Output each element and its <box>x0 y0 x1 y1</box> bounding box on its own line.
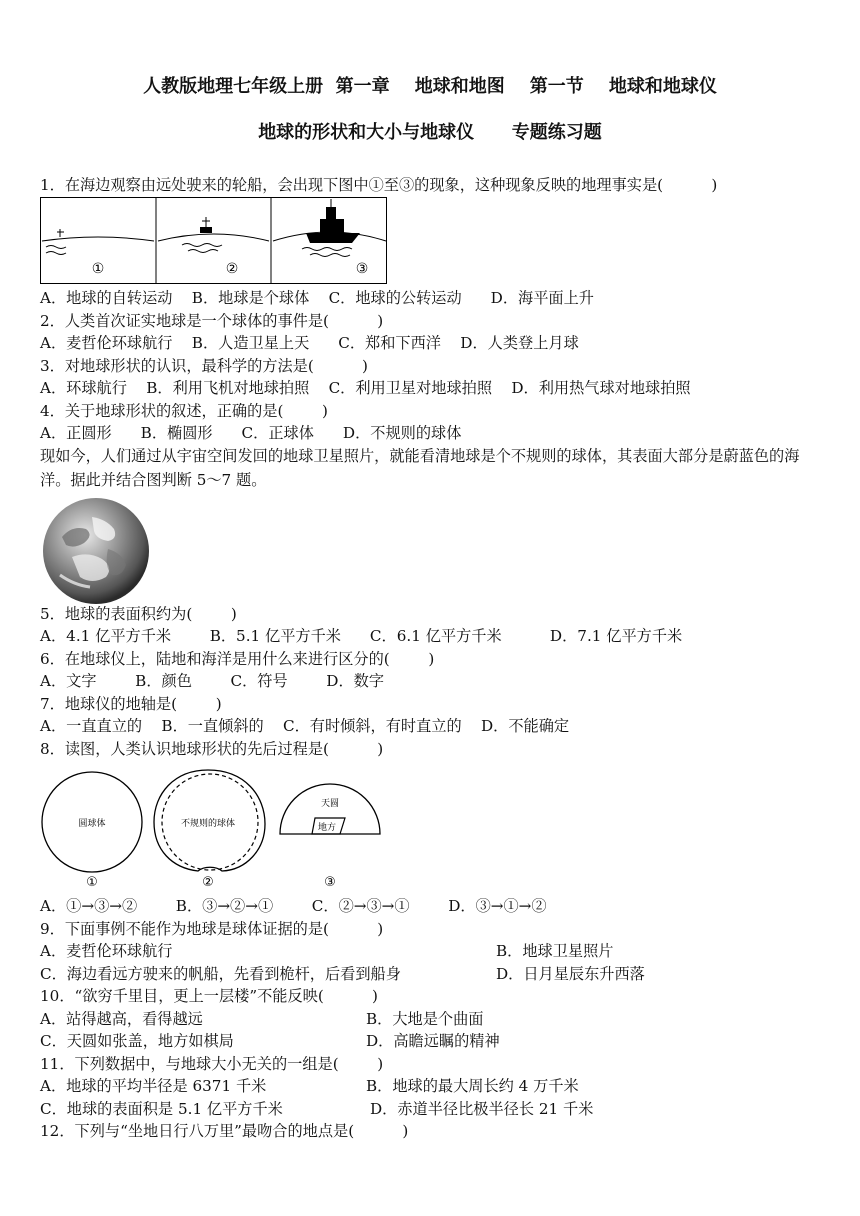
doc-title-line1: 人教版地理七年级上册 第一章 地球和地图 第一节 地球和地球仪 <box>143 76 717 97</box>
q8-label-difang: 地方 <box>317 823 337 833</box>
q10-option-d: D．高瞻远瞩的精神 <box>366 1032 500 1050</box>
q8-num-1: ① <box>86 875 98 890</box>
q11-option-a: A．地球的平均半径是 6371 千米 <box>40 1077 267 1095</box>
q8-num-2: ② <box>202 875 214 890</box>
q8-earth-shape-figure <box>40 766 390 890</box>
q8-label-sphere: 圆球体 <box>78 819 106 829</box>
q11-option-b: B．地球的最大周长约 4 万千米 <box>366 1077 579 1095</box>
q1-options: A．地球的自转运动 B．地球是个球体 C．地球的公转运动 D．海平面上升 <box>40 289 594 307</box>
q1-panel-2-label: ② <box>225 261 239 277</box>
q11-option-c: C．地球的表面积是 5.1 亿平方千米 <box>40 1100 283 1118</box>
q10-option-c: C．天圆如张盖，地方如棋局 <box>40 1032 234 1050</box>
q4-options: A．正圆形 B．椭圆形 C．正球体 D．不规则的球体 <box>40 424 462 442</box>
q11-option-d: D．赤道半径比极半径长 21 千米 <box>370 1100 594 1118</box>
q8-label-tianyuan: 天圆 <box>320 799 340 809</box>
q9-option-b: B．地球卫星照片 <box>496 942 614 960</box>
q7-options: A．一直直立的 B．一直倾斜的 C．有时倾斜，有时直立的 D．不能确定 <box>40 717 570 735</box>
q1-stem: 1．在海边观察由远处驶来的轮船，会出现下图中①至③的现象，这种现象反映的地理事实是( ) <box>40 176 718 194</box>
q9-option-a: A．麦哲伦环球航行 <box>40 942 173 960</box>
q1-ship-figure <box>40 197 388 285</box>
q5-stem: 5．地球的表面积约为( ) <box>40 605 237 623</box>
q11-stem: 11．下列数据中，与地球大小无关的一组是( ) <box>40 1055 384 1073</box>
q5-options: A．4.1 亿平方千米 B．5.1 亿平方千米 C．6.1 亿平方千米 D．7.1 亿平方千米 <box>40 627 683 645</box>
q10-option-b: B．大地是个曲面 <box>366 1010 484 1028</box>
earth-photo <box>42 497 150 605</box>
q3-stem: 3．对地球形状的认识，最科学的方法是( ) <box>40 357 368 375</box>
q10-stem: 10．“欲穷千里目，更上一层楼”不能反映( ) <box>40 987 378 1005</box>
q8-num-3: ③ <box>324 875 336 890</box>
q8-fig-3 <box>280 784 380 890</box>
q6-stem: 6．在地球仪上，陆地和海洋是用什么来进行区分的( ) <box>40 650 435 668</box>
passage: 现如今，人们通过从宇宙空间发回的地球卫星照片，就能看清地球是个不规则的球体，其表面大部分是蔚蓝色的海洋。据此并结合图判断 5～7 题。 <box>40 447 800 489</box>
q1-panel-1 <box>42 229 154 277</box>
q9-stem: 9．下面事例不能作为地球是球体证据的是( ) <box>40 920 384 938</box>
q8-options: A．①→③→② B．③→②→① C．②→③→① D．③→①→② <box>40 897 547 915</box>
q7-stem: 7．地球仪的地轴是( ) <box>40 695 222 713</box>
q1-panel-1-label: ① <box>91 261 105 277</box>
q4-stem: 4．关于地球形状的叙述，正确的是( ) <box>40 402 328 420</box>
q10-option-a: A．站得越高，看得越远 <box>40 1010 203 1028</box>
q9-option-c: C．海边看远方驶来的帆船，先看到桅杆，后看到船身 <box>40 965 401 983</box>
q1-panel-3 <box>273 199 386 277</box>
q2-options: A．麦哲伦环球航行 B．人造卫星上天 C．郑和下西洋 D．人类登上月球 <box>40 334 579 352</box>
q1-panel-3-label: ③ <box>355 261 369 277</box>
q8-fig-2 <box>154 770 265 890</box>
q8-label-irregular: 不规则的球体 <box>180 819 236 829</box>
q3-options: A．环球航行 B．利用飞机对地球拍照 C．利用卫星对地球拍照 D．利用热气球对地球拍照 <box>40 379 691 397</box>
q9-option-d: D．日月星辰东升西落 <box>496 965 645 983</box>
q1-panel-2 <box>158 217 269 277</box>
doc-title-line2: 地球的形状和大小与地球仪 专题练习题 <box>258 122 602 143</box>
q8-fig-1 <box>42 772 142 890</box>
q12-stem: 12．下列与“坐地日行八万里”最吻合的地点是( ) <box>40 1122 409 1140</box>
q6-options: A．文字 B．颜色 C．符号 D．数字 <box>40 672 385 690</box>
q8-stem: 8．读图，人类认识地球形状的先后过程是( ) <box>40 740 384 758</box>
q2-stem: 2．人类首次证实地球是一个球体的事件是( ) <box>40 312 384 330</box>
